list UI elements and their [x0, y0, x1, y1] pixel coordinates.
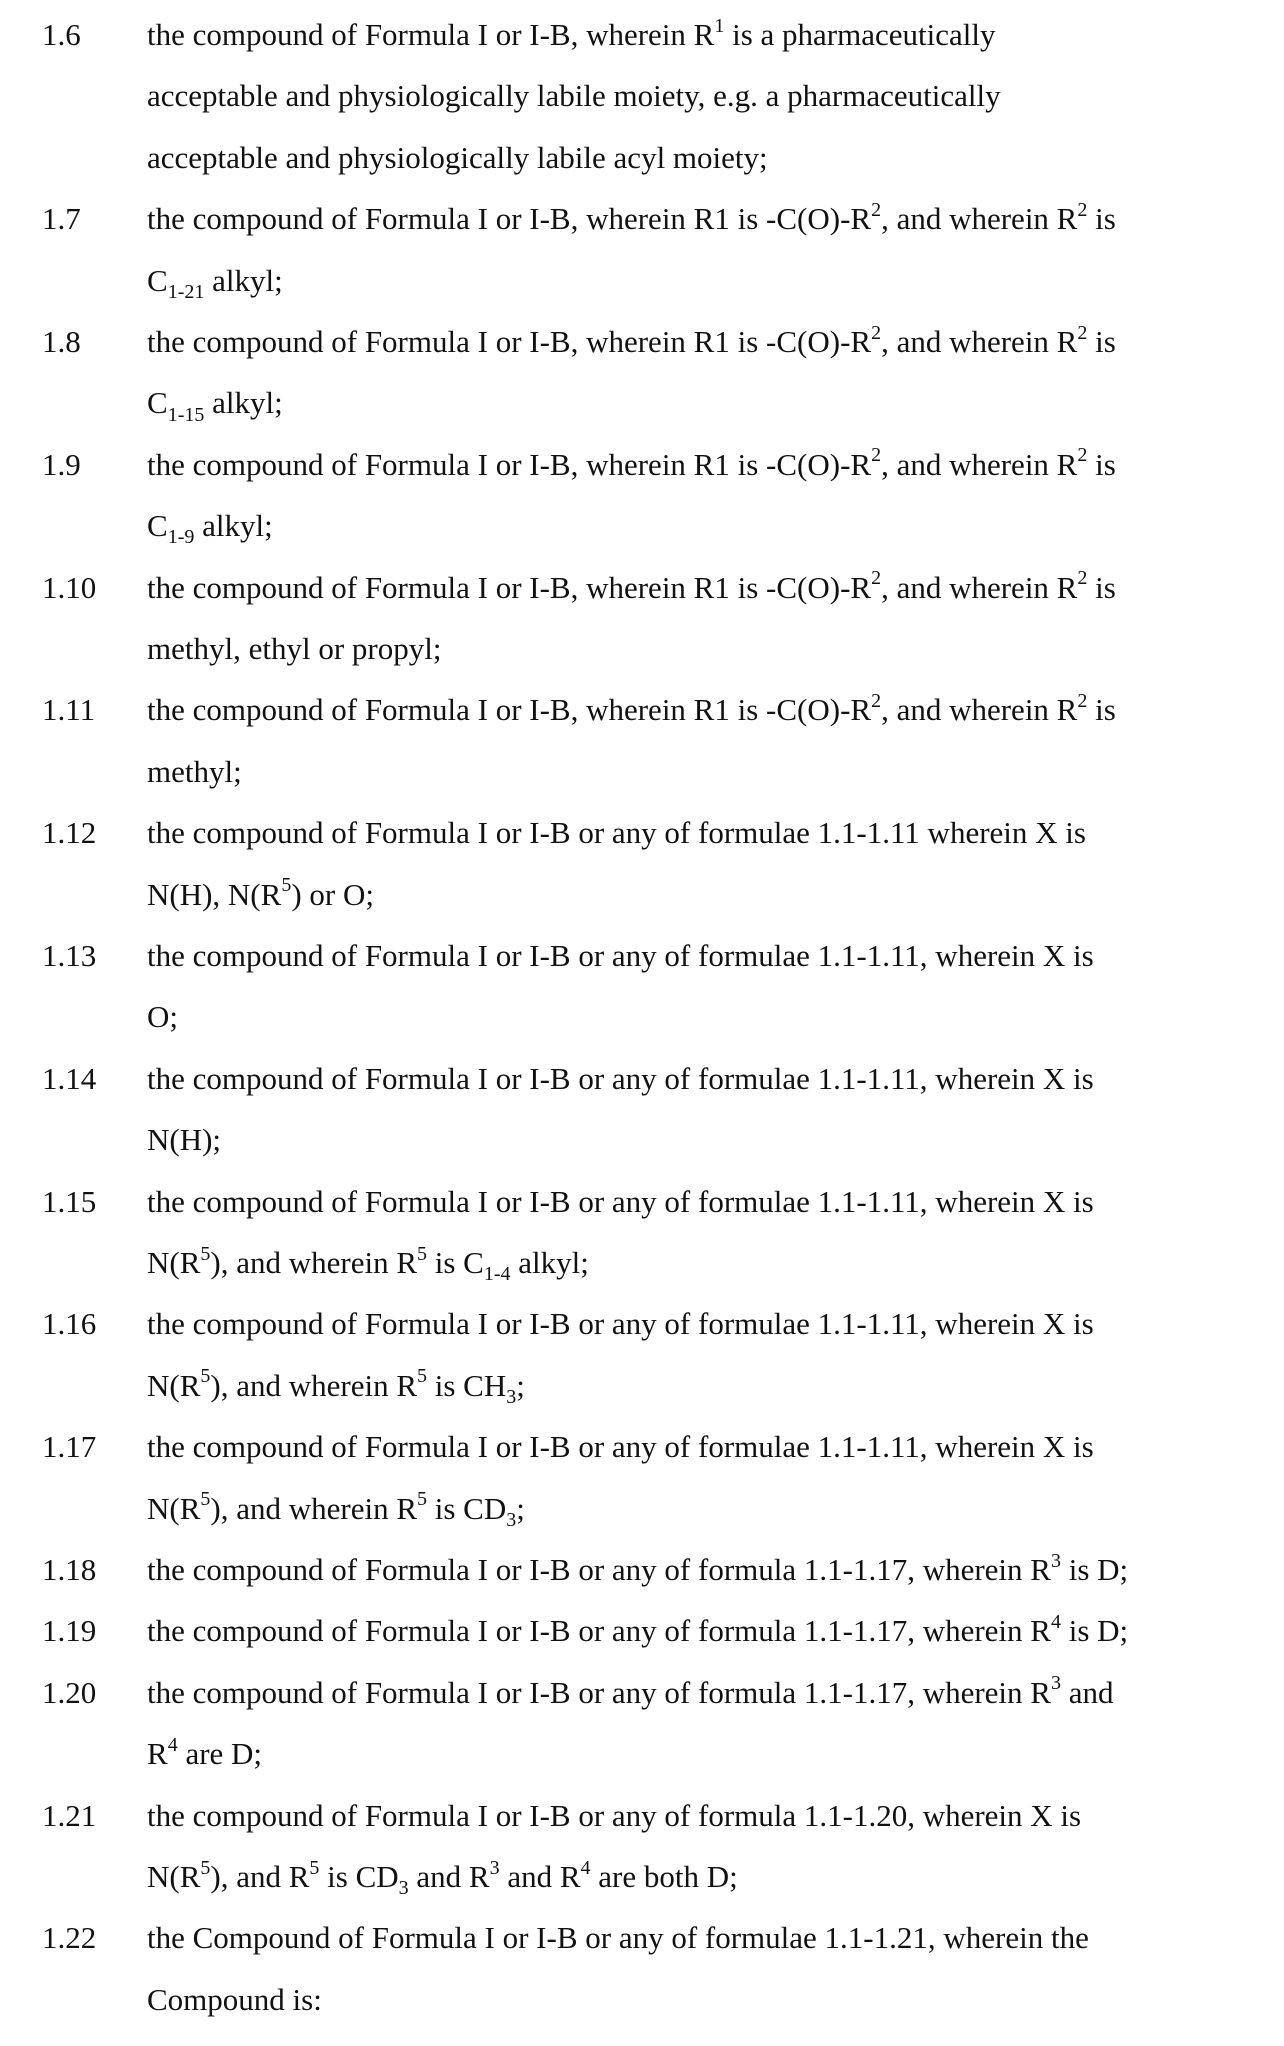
text-run: the compound of Formula I or I-B or any of formula 1.1-1.17, wherein R — [147, 1674, 1051, 1710]
text-run: the compound of Formula I or I-B, wherein R1 is -C(O)-R — [147, 692, 872, 728]
text-run: ; — [516, 1367, 525, 1403]
text-run: , and wherein R — [881, 201, 1078, 237]
item-text-line — [147, 65, 1001, 126]
text-run: the compound of Formula I or I-B, wherein R1 is -C(O)-R — [147, 324, 872, 359]
item-number: 1.11 — [42, 692, 96, 728]
item-number: 1.17 — [42, 1429, 97, 1465]
text-run: O; — [147, 999, 178, 1035]
text-run: methyl, ethyl or propyl; — [147, 630, 442, 666]
superscript: 2 — [1077, 690, 1088, 713]
item-text-line — [147, 986, 178, 1047]
text-run: ), and R — [210, 1858, 310, 1894]
item-text-line — [147, 1846, 738, 1907]
item-number: 1.18 — [42, 1552, 97, 1587]
item-text-line — [147, 802, 1086, 863]
superscript: 5 — [417, 1365, 427, 1388]
item-text-line — [147, 1355, 525, 1416]
superscript: 2 — [871, 690, 882, 713]
item-number: 1.7 — [42, 201, 81, 237]
text-run: C — [147, 508, 168, 544]
text-run: alkyl; — [194, 508, 273, 544]
text-run: methyl; — [147, 753, 242, 789]
text-run: Compound is: — [147, 1981, 322, 2017]
item-text-line — [147, 127, 768, 188]
superscript: 3 — [489, 1856, 500, 1879]
text-run: is — [1087, 569, 1116, 605]
item-number: 1.22 — [42, 1920, 97, 1956]
item-text-line — [147, 1969, 322, 2030]
text-run: , and wherein R — [881, 692, 1078, 728]
superscript: 5 — [200, 1856, 211, 1879]
superscript: 5 — [200, 1365, 211, 1388]
text-run: is CH — [427, 1367, 507, 1403]
text-run: the compound of Formula I or I-B or any of formulae 1.1-1.11, wherein X is — [147, 1060, 1094, 1096]
text-run: the compound of Formula I or I-B or any of formula 1.1-1.17, wherein R — [147, 1613, 1051, 1649]
text-run: acceptable and physiologically labile acyl moiety; — [147, 139, 768, 175]
text-run: the compound of Formula I or I-B or any of formula 1.1-1.17, wherein R — [147, 1552, 1051, 1587]
item-number: 1.14 — [42, 1060, 97, 1096]
subscript: 3 — [506, 1385, 517, 1408]
item-text-line — [147, 864, 374, 925]
text-run: the compound of Formula I or I-B or any of formulae 1.1-1.11 wherein X is — [147, 815, 1086, 851]
item-text-line — [147, 1478, 525, 1539]
text-run: is D; — [1060, 1613, 1129, 1649]
text-run: , and wherein R — [881, 446, 1078, 482]
item-number: 1.8 — [42, 324, 81, 359]
text-run: ) or O; — [291, 876, 374, 912]
superscript: 3 — [1050, 1672, 1061, 1695]
subscript: 1-4 — [483, 1263, 511, 1286]
superscript: 2 — [1077, 321, 1088, 344]
item-number: 1.6 — [42, 17, 81, 52]
text-run: is — [1087, 446, 1116, 482]
item-number: 1.15 — [42, 1183, 97, 1219]
subscript: 1-21 — [167, 280, 205, 303]
item-text-line — [147, 495, 273, 556]
text-run: the compound of Formula I or I-B, wherein R1 is -C(O)-R — [147, 446, 872, 482]
superscript: 1 — [714, 14, 725, 37]
text-run: are both D; — [590, 1858, 738, 1894]
text-run: alkyl; — [204, 385, 283, 421]
text-run: N(R — [147, 1244, 201, 1280]
text-run: ), and wherein R — [210, 1244, 417, 1280]
text-run: C — [147, 385, 168, 421]
item-number: 1.16 — [42, 1306, 97, 1342]
text-run: is — [1087, 201, 1116, 237]
text-run: the compound of Formula I or I-B, wherein R1 is -C(O)-R — [147, 569, 872, 605]
item-text-line — [147, 1907, 1089, 1968]
item-text-line — [147, 250, 283, 311]
item-text-line — [147, 1109, 221, 1170]
superscript: 2 — [1077, 567, 1088, 590]
item-text-line — [147, 372, 283, 433]
text-run: are D; — [177, 1736, 263, 1772]
item-text-line — [147, 925, 1094, 986]
item-number: 1.13 — [42, 938, 97, 973]
item-text-line — [147, 1048, 1094, 1109]
text-run: R — [147, 1736, 168, 1772]
text-run: is — [1087, 324, 1116, 359]
item-text-line — [147, 4, 996, 65]
item-text-line — [147, 741, 242, 802]
superscript: 5 — [417, 1488, 427, 1511]
text-run: is C — [427, 1244, 484, 1280]
text-run: is D; — [1060, 1552, 1129, 1587]
superscript: 4 — [1050, 1611, 1061, 1634]
text-run: , and wherein R — [881, 324, 1078, 359]
text-run: the compound of Formula I or I-B or any of formulae 1.1-1.11, wherein X is — [147, 938, 1094, 973]
text-run: and — [1060, 1674, 1114, 1710]
item-text-line — [147, 557, 1116, 618]
item-number: 1.19 — [42, 1613, 97, 1649]
item-text-line — [147, 618, 441, 679]
item-text-line — [147, 188, 1116, 249]
superscript: 5 — [417, 1242, 427, 1265]
text-run: , and wherein R — [881, 569, 1078, 605]
text-run: N(H), N(R — [147, 876, 282, 912]
text-run: N(R — [147, 1490, 201, 1526]
subscript: 1-15 — [167, 403, 205, 426]
item-text-line — [147, 1600, 1128, 1661]
text-run: acceptable and physiologically labile moiety, e.g. a pharmaceutically — [147, 78, 1001, 114]
text-run: C — [147, 262, 168, 298]
text-run: alkyl; — [204, 262, 283, 298]
text-run: and R — [499, 1858, 581, 1894]
item-text-line — [147, 1232, 589, 1293]
text-run: N(H); — [147, 1122, 222, 1158]
item-number: 1.9 — [42, 446, 81, 482]
superscript: 5 — [281, 874, 292, 897]
subscript: 3 — [506, 1508, 517, 1531]
text-run: N(R — [147, 1858, 201, 1894]
text-run: N(R — [147, 1367, 201, 1403]
item-text-line — [147, 1171, 1094, 1232]
text-run: ), and wherein R — [210, 1490, 417, 1526]
subscript: 1-9 — [167, 526, 195, 549]
superscript: 5 — [200, 1242, 211, 1265]
item-text-line — [147, 434, 1116, 495]
superscript: 2 — [871, 444, 882, 467]
superscript: 2 — [871, 321, 882, 344]
text-run: the compound of Formula I or I-B, wherein R — [147, 17, 715, 52]
superscript: 2 — [1077, 444, 1088, 467]
item-number: 1.21 — [42, 1797, 97, 1833]
superscript: 3 — [1050, 1549, 1061, 1572]
text-run: the compound of Formula I or I-B or any of formulae 1.1-1.11, wherein X is — [147, 1306, 1094, 1342]
item-number: 1.12 — [42, 815, 97, 851]
item-text-line — [147, 1662, 1113, 1723]
item-text-line — [147, 1785, 1081, 1846]
superscript: 4 — [580, 1856, 591, 1879]
text-run: the compound of Formula I or I-B or any of formulae 1.1-1.11, wherein X is — [147, 1183, 1094, 1219]
text-run: is — [1087, 692, 1116, 728]
text-run: is CD — [427, 1490, 507, 1526]
item-text-line — [147, 311, 1116, 372]
item-text-line — [147, 1416, 1094, 1477]
item-text-line — [147, 1539, 1128, 1600]
superscript: 4 — [167, 1733, 178, 1756]
superscript: 5 — [200, 1488, 211, 1511]
item-text-line — [147, 1293, 1094, 1354]
text-run: the compound of Formula I or I-B or any of formula 1.1-1.20, wherein X is — [147, 1797, 1082, 1833]
item-text-line — [147, 679, 1116, 740]
text-run: ; — [516, 1490, 525, 1526]
item-text-line — [147, 1723, 262, 1784]
text-run: is a pharmaceutically — [724, 17, 996, 52]
text-run: the compound of Formula I or I-B, wherein R1 is -C(O)-R — [147, 201, 872, 237]
superscript: 2 — [871, 198, 882, 221]
subscript: 3 — [398, 1877, 409, 1900]
text-run: and R — [408, 1858, 490, 1894]
text-run: ), and wherein R — [210, 1367, 417, 1403]
superscript: 2 — [1077, 198, 1088, 221]
superscript: 5 — [309, 1856, 320, 1879]
item-number: 1.10 — [42, 569, 97, 605]
text-run: is CD — [319, 1858, 399, 1894]
text-run: the compound of Formula I or I-B or any of formulae 1.1-1.11, wherein X is — [147, 1429, 1094, 1465]
item-number: 1.20 — [42, 1674, 97, 1710]
text-run: alkyl; — [510, 1244, 589, 1280]
text-run: the Compound of Formula I or I-B or any of formulae 1.1-1.21, wherein the — [147, 1920, 1089, 1956]
superscript: 2 — [871, 567, 882, 590]
